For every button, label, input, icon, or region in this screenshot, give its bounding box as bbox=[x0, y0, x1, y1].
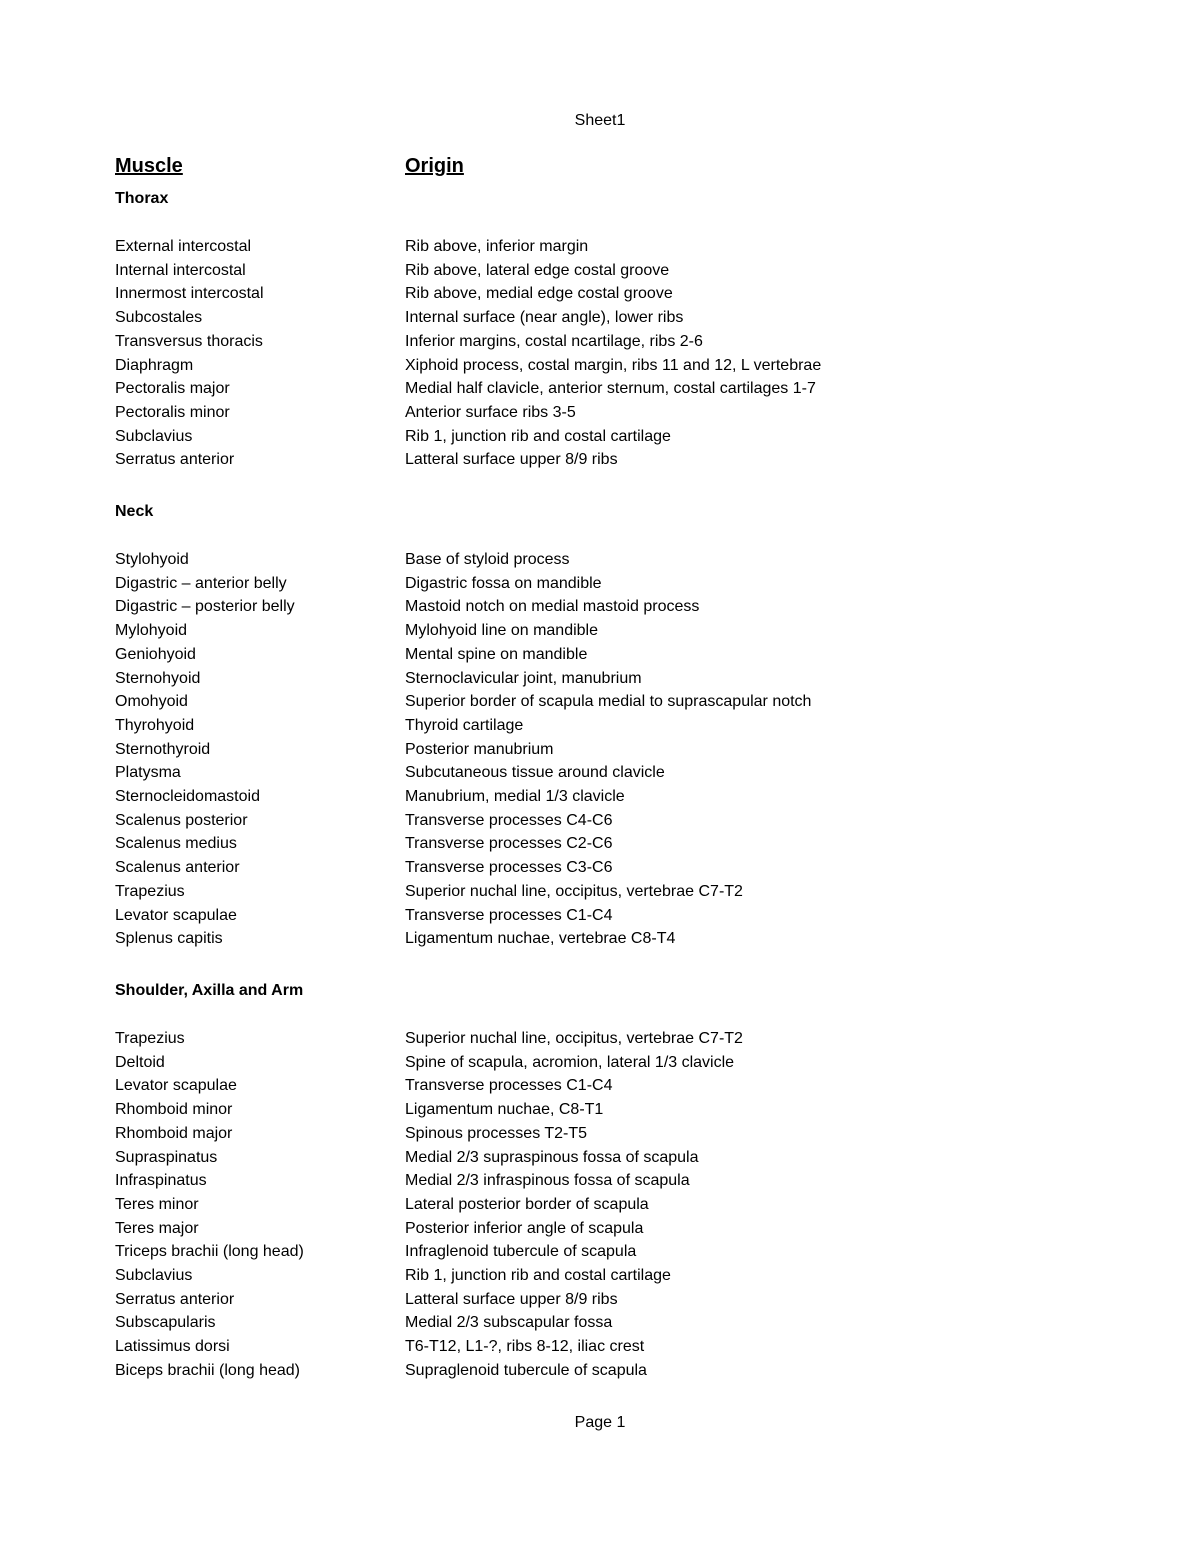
origin-cell: Ligamentum nuchae, vertebrae C8-T4 bbox=[405, 930, 676, 948]
table-row bbox=[115, 738, 1140, 762]
table-row bbox=[115, 1122, 1140, 1146]
origin-cell: Manubrium, medial 1/3 clavicle bbox=[405, 788, 625, 806]
muscle-cell: External intercostal bbox=[115, 238, 252, 255]
origin-cell: Transverse processes C3-C6 bbox=[405, 859, 613, 877]
origin-cell: Rib above, medial edge costal groove bbox=[405, 285, 673, 303]
origin-cell: Infraglenoid tubercule of scapula bbox=[405, 1243, 637, 1261]
table-row bbox=[115, 282, 1140, 306]
muscle-cell: Scalenus posterior bbox=[115, 811, 248, 829]
origin-cell: Mental spine on mandible bbox=[405, 645, 588, 663]
table-row bbox=[115, 1169, 1140, 1193]
origin-cell: Internal surface (near angle), lower ribs bbox=[405, 309, 684, 327]
muscle-cell: Supraspinatus bbox=[115, 1148, 218, 1166]
muscle-cell: Infraspinatus bbox=[115, 1172, 207, 1190]
origin-cell: Lateral posterior border of scapula bbox=[405, 1195, 649, 1213]
origin-cell: Transverse processes C2-C6 bbox=[405, 835, 613, 853]
origin-cell: Medial 2/3 infraspinous fossa of scapula bbox=[405, 1172, 690, 1190]
origin-cell: Spine of scapula, acromion, lateral 1/3 clavicle bbox=[405, 1053, 735, 1071]
table-row bbox=[115, 1074, 1140, 1098]
origin-cell: Transverse processes C1-C4 bbox=[405, 906, 613, 924]
table-row bbox=[115, 667, 1140, 691]
origin-cell: Rib above, inferior margin bbox=[405, 238, 589, 255]
table-row bbox=[115, 1217, 1140, 1241]
origin-cell: Mastoid notch on medial mastoid process bbox=[405, 598, 700, 616]
origin-cell: Transverse processes C1-C4 bbox=[405, 1077, 613, 1095]
muscle-cell: Subclavius bbox=[115, 1267, 193, 1285]
muscle-cell: Internal intercostal bbox=[115, 261, 246, 279]
table-row bbox=[115, 1359, 1140, 1383]
origin-cell: Posterior manubrium bbox=[405, 740, 554, 758]
muscle-cell: Platysma bbox=[115, 764, 181, 782]
muscle-cell: Biceps brachii (long head) bbox=[115, 1361, 300, 1379]
table-row bbox=[115, 259, 1140, 283]
muscle-cell: Omohyoid bbox=[115, 693, 188, 711]
origin-cell: Mylohyoid line on mandible bbox=[405, 622, 598, 640]
muscle-cell: Serratus anterior bbox=[115, 1290, 235, 1308]
muscle-cell: Subcostales bbox=[115, 309, 203, 327]
origin-cell: Anterior surface ribs 3-5 bbox=[405, 403, 576, 421]
origin-cell: Rib 1, junction rib and costal cartilage bbox=[405, 427, 671, 445]
muscle-cell: Thyrohyoid bbox=[115, 716, 195, 734]
muscle-cell: Pectoralis major bbox=[115, 380, 230, 398]
muscle-cell: Rhomboid major bbox=[115, 1124, 233, 1142]
origin-cell: Ligamentum nuchae, C8-T1 bbox=[405, 1101, 604, 1119]
column-headers bbox=[115, 153, 1140, 179]
page-footer: Page 1 bbox=[574, 1414, 626, 1431]
muscle-cell: Diaphragm bbox=[115, 356, 194, 374]
document-content bbox=[115, 0, 1140, 1383]
origin-cell: Spinous processes T2-T5 bbox=[405, 1124, 588, 1142]
muscle-cell: Trapezius bbox=[115, 882, 185, 900]
origin-cell: Digastric fossa on mandible bbox=[405, 574, 602, 592]
origin-cell: Xiphoid process, costal margin, ribs 11 and 12, L vertebrae bbox=[405, 356, 822, 374]
table-row bbox=[115, 619, 1140, 643]
muscle-cell: Innermost intercostal bbox=[115, 285, 264, 303]
muscle-cell: Digastric – posterior belly bbox=[115, 598, 295, 616]
table-row bbox=[115, 330, 1140, 354]
muscle-cell: Levator scapulae bbox=[115, 1077, 237, 1095]
table-row bbox=[115, 880, 1140, 904]
table-row bbox=[115, 643, 1140, 667]
origin-cell: Rib above, lateral edge costal groove bbox=[405, 261, 670, 279]
muscle-cell: Mylohyoid bbox=[115, 622, 188, 640]
table-section bbox=[115, 187, 1140, 472]
origin-cell: Base of styloid process bbox=[405, 551, 570, 569]
table-row bbox=[115, 1264, 1140, 1288]
table-row bbox=[115, 856, 1140, 880]
muscle-cell: Serratus anterior bbox=[115, 451, 235, 469]
table-row bbox=[115, 904, 1140, 928]
table-row bbox=[115, 1098, 1140, 1122]
muscle-cell: Triceps brachii (long head) bbox=[115, 1243, 304, 1261]
section-title: Shoulder, Axilla and Arm bbox=[115, 981, 304, 999]
muscle-cell: Digastric – anterior belly bbox=[115, 574, 287, 592]
table-row bbox=[115, 354, 1140, 378]
origin-cell: Latteral surface upper 8/9 ribs bbox=[405, 1290, 618, 1308]
muscle-cell: Teres major bbox=[115, 1219, 199, 1237]
table-row bbox=[115, 1193, 1140, 1217]
table-row bbox=[115, 377, 1140, 401]
table-row bbox=[115, 1335, 1140, 1359]
muscle-cell: Scalenus anterior bbox=[115, 859, 240, 877]
table-row bbox=[115, 548, 1140, 572]
muscle-cell: Latissimus dorsi bbox=[115, 1338, 230, 1356]
section-title: Thorax bbox=[115, 190, 169, 207]
muscle-cell: Sternocleidomastoid bbox=[115, 788, 260, 806]
origin-cell: Latteral surface upper 8/9 ribs bbox=[405, 451, 618, 469]
table-row bbox=[115, 401, 1140, 425]
table-row bbox=[115, 572, 1140, 596]
muscle-cell: Geniohyoid bbox=[115, 645, 196, 663]
muscle-cell: Sternohyoid bbox=[115, 669, 201, 687]
table-row bbox=[115, 306, 1140, 330]
muscle-cell: Sternothyroid bbox=[115, 740, 211, 758]
table-row bbox=[115, 1240, 1140, 1264]
origin-cell: Subcutaneous tissue around clavicle bbox=[405, 764, 665, 782]
origin-cell: Medial half clavicle, anterior sternum, costal cartilages 1-7 bbox=[405, 380, 816, 398]
origin-cell: Superior border of scapula medial to suprascapular notch bbox=[405, 693, 812, 711]
table-section bbox=[115, 500, 1140, 951]
table-row bbox=[115, 832, 1140, 856]
muscle-cell: Rhomboid minor bbox=[115, 1101, 233, 1119]
table-row bbox=[115, 927, 1140, 951]
table-row bbox=[115, 690, 1140, 714]
table-row bbox=[115, 425, 1140, 449]
table-row bbox=[115, 1027, 1140, 1051]
origin-cell: T6-T12, L1-?, ribs 8-12, iliac crest bbox=[405, 1338, 645, 1356]
muscle-cell: Transversus thoracis bbox=[115, 332, 263, 350]
origin-cell: Inferior margins, costal ncartilage, ribs 2-6 bbox=[405, 332, 703, 350]
muscle-cell: Subscapularis bbox=[115, 1314, 216, 1332]
origin-cell: Posterior inferior angle of scapula bbox=[405, 1219, 644, 1237]
section-title: Neck bbox=[115, 503, 154, 521]
origin-cell: Superior nuchal line, occipitus, vertebrae C7-T2 bbox=[405, 882, 743, 900]
origin-cell: Thyroid cartilage bbox=[405, 716, 524, 734]
table-row bbox=[115, 448, 1140, 472]
muscle-cell: Subclavius bbox=[115, 427, 193, 445]
muscle-cell: Levator scapulae bbox=[115, 906, 237, 924]
table-row bbox=[115, 235, 1140, 259]
muscle-cell: Pectoralis minor bbox=[115, 403, 230, 421]
muscle-cell: Trapezius bbox=[115, 1029, 185, 1047]
table-row bbox=[115, 714, 1140, 738]
table-row bbox=[115, 809, 1140, 833]
muscle-table bbox=[115, 187, 1140, 1383]
origin-cell: Medial 2/3 subscapular fossa bbox=[405, 1314, 613, 1332]
table-row bbox=[115, 785, 1140, 809]
muscle-cell: Splenus capitis bbox=[115, 930, 223, 948]
table-row bbox=[115, 1311, 1140, 1335]
origin-cell: Medial 2/3 supraspinous fossa of scapula bbox=[405, 1148, 699, 1166]
muscle-column-header: Muscle bbox=[115, 155, 183, 177]
origin-cell: Superior nuchal line, occipitus, vertebrae C7-T2 bbox=[405, 1029, 743, 1047]
muscle-cell: Teres minor bbox=[115, 1195, 199, 1213]
muscle-cell: Deltoid bbox=[115, 1053, 165, 1071]
table-row bbox=[115, 761, 1140, 785]
muscle-cell: Stylohyoid bbox=[115, 551, 189, 569]
muscle-cell: Scalenus medius bbox=[115, 835, 237, 853]
sheet-title: Sheet1 bbox=[574, 112, 626, 129]
table-row bbox=[115, 1146, 1140, 1170]
origin-cell: Rib 1, junction rib and costal cartilage bbox=[405, 1267, 671, 1285]
origin-cell: Supraglenoid tubercule of scapula bbox=[405, 1361, 647, 1379]
table-row bbox=[115, 595, 1140, 619]
table-row bbox=[115, 1288, 1140, 1312]
origin-column-header: Origin bbox=[405, 155, 464, 177]
table-section bbox=[115, 979, 1140, 1383]
table-row bbox=[115, 1051, 1140, 1075]
origin-cell: Sternoclavicular joint, manubrium bbox=[405, 669, 642, 687]
origin-cell: Transverse processes C4-C6 bbox=[405, 811, 613, 829]
